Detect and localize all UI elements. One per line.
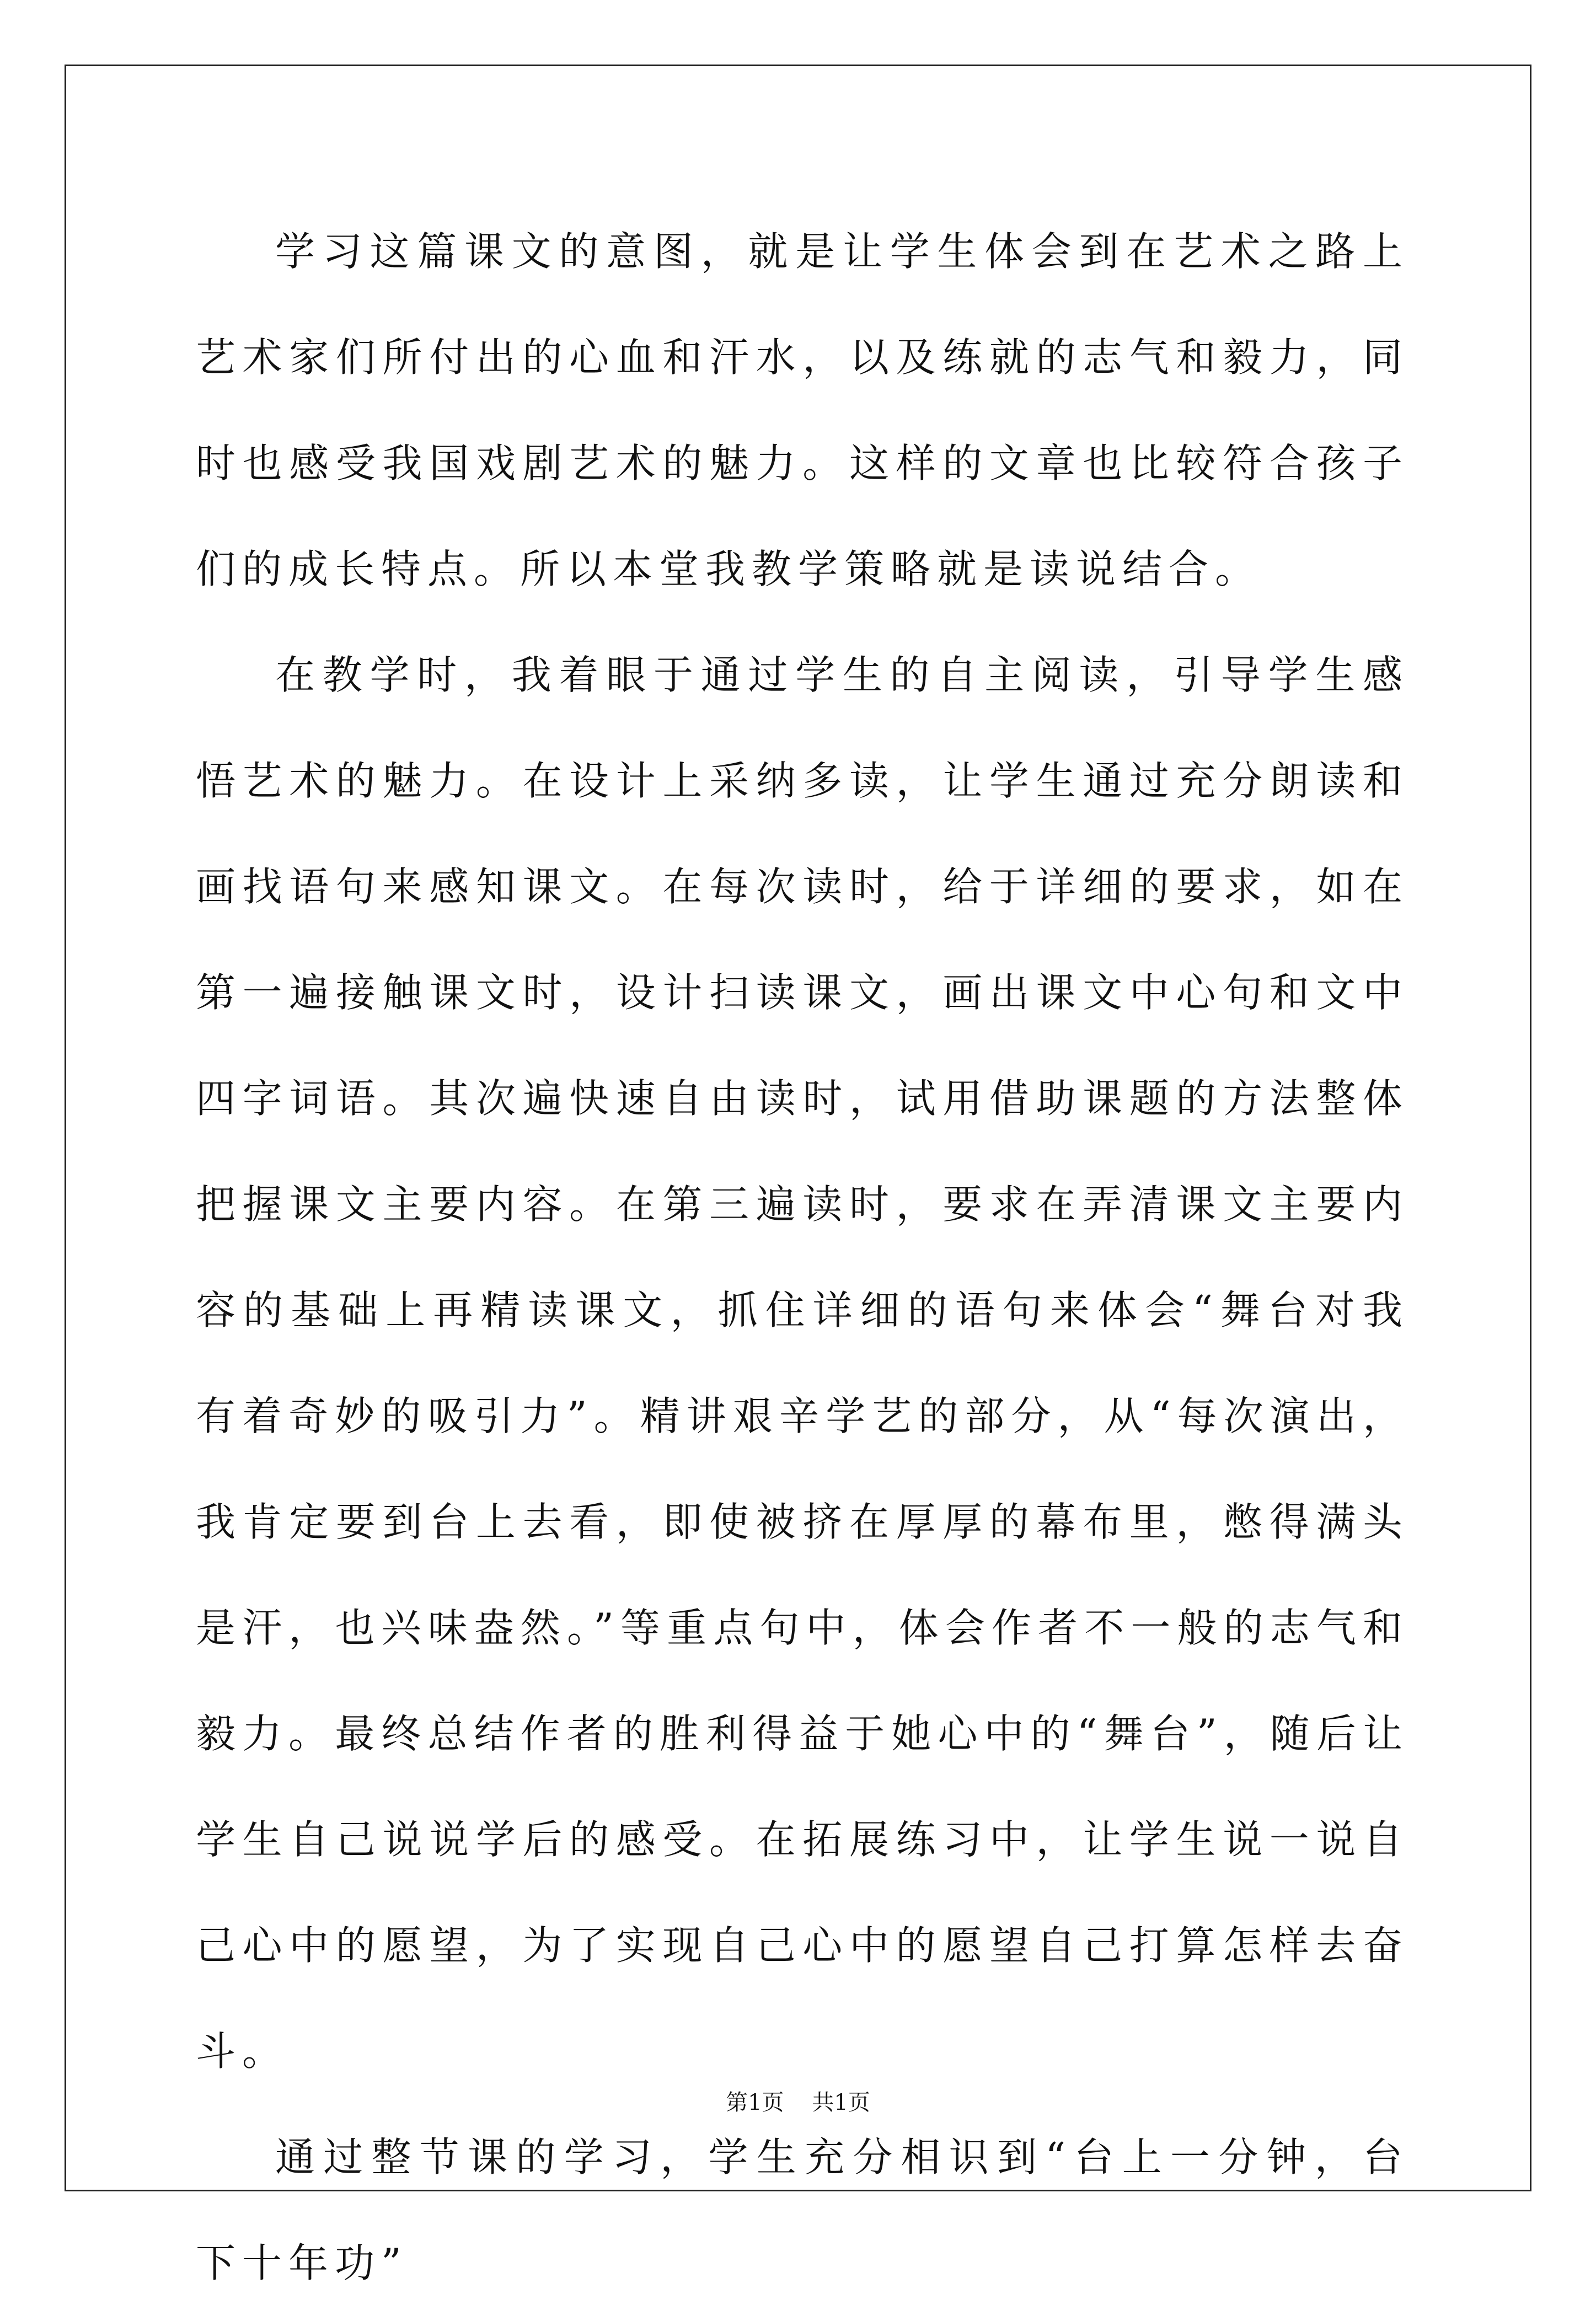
page-number: 第1页 — [726, 2090, 784, 2115]
document-body — [196, 199, 1409, 2316]
page-total: 共1页 — [812, 2090, 870, 2115]
paragraph-2: 在教学时，我着眼于通过学生的自主阅读，引导学生感悟艺术的魅力。在设计上采纳多读，让学生通过充分朗读和画找语句来感知课文。在每次读时，给于详细的要求，如在第一遍接触课文时，设计扫读课文，画出课文中心句和文中四字词语。其次遍快速自由读时，试用借助课题的方法整体把握课文主要内容。在第三遍读时，要求在弄清课文主要内容的基础上再精读课文，抓住详细的语句来体会“舞台对我有着奇妙的吸引力”。精讲艰辛学艺的部分，从“每次演出，我肯定要到台上去看，即使被挤在厚厚的幕布里，憋得满头是汗，也兴味盎然。”等重点句中，体会作者不一般的志气和毅力。最终总结作者的胜利得益于她心中的“舞台”，随后让学生自己说说学后的感受。在拓展练习中，让学生说一说自己心中的愿望，为了实现自己心中的愿望自己打算怎样去奋斗。 — [196, 652, 1409, 2074]
paragraph-1: 学习这篇课文的意图，就是让学生体会到在艺术之路上艺术家们所付出的心血和汗水，以及练就的志气和毅力，同时也感受我国戏剧艺术的魅力。这样的文章也比较符合孩子们的成长特点。所以本堂我教学策略就是读说结合。 — [196, 228, 1409, 592]
page-footer — [0, 2086, 1596, 2119]
footer-spacer — [784, 2090, 812, 2115]
paragraph-3: 通过整节课的学习，学生充分相识到“台上一分钟，台下十年功” — [196, 2134, 1409, 2286]
